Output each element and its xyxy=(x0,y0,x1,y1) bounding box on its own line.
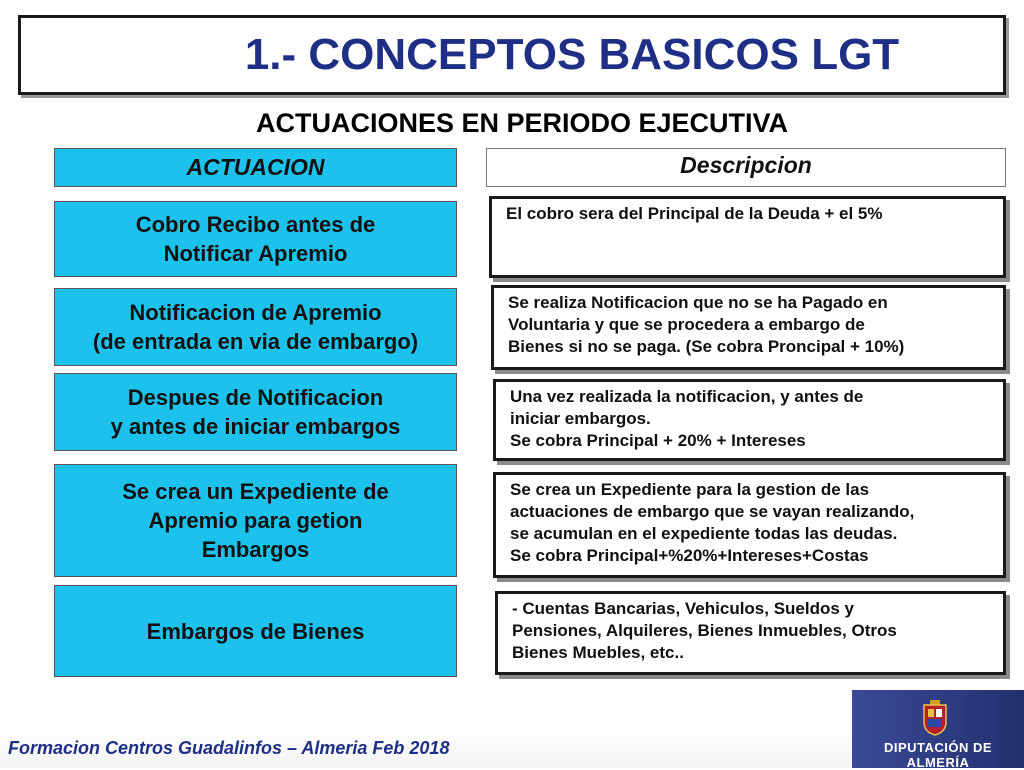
logo-text: DIPUTACIÓN DE ALMERÍA xyxy=(883,740,993,770)
descripcion-cell: Se crea un Expediente para la gestion de las actuaciones de embargo que se vayan realizando, se acumulan en el expediente todas las deudas. Se cobra Principal+%20%+Intereses+Costas xyxy=(493,472,1006,578)
footer-text: Formacion Centros Guadalinfos – Almeria Feb 2018 xyxy=(8,738,450,758)
column-header-descripcion: Descripcion xyxy=(486,148,1006,187)
descripcion-cell: Una vez realizada la notificacion, y antes de iniciar embargos. Se cobra Principal + 20% + Intereses xyxy=(493,379,1006,461)
actuacion-cell: Despues de Notificacion y antes de iniciar embargos xyxy=(54,373,457,451)
coat-of-arms-icon xyxy=(922,700,948,736)
descripcion-cell: El cobro sera del Principal de la Deuda + el 5% xyxy=(489,196,1006,278)
actuacion-cell: Notificacion de Apremio (de entrada en via de embargo) xyxy=(54,288,457,366)
descripcion-cell: - Cuentas Bancarias, Vehiculos, Sueldos y Pensiones, Alquileres, Bienes Inmuebles, Otros Bienes Muebles, etc.. xyxy=(495,591,1006,675)
descripcion-cell: Se realiza Notificacion que no se ha Pagado en Voluntaria y que se procedera a embargo de Bienes si no se paga. (Se cobra Proncipal + 10%) xyxy=(491,285,1006,370)
slide-title: 1.- CONCEPTOS BASICOS LGT xyxy=(244,30,900,79)
column-header-actuacion: ACTUACION xyxy=(54,148,457,187)
actuacion-cell: Embargos de Bienes xyxy=(54,585,457,677)
actuacion-cell: Se crea un Expediente de Apremio para getion Embargos xyxy=(54,464,457,577)
slide-subtitle: ACTUACIONES EN PERIODO EJECUTIVA xyxy=(255,108,789,138)
actuacion-cell: Cobro Recibo antes de Notificar Apremio xyxy=(54,201,457,277)
